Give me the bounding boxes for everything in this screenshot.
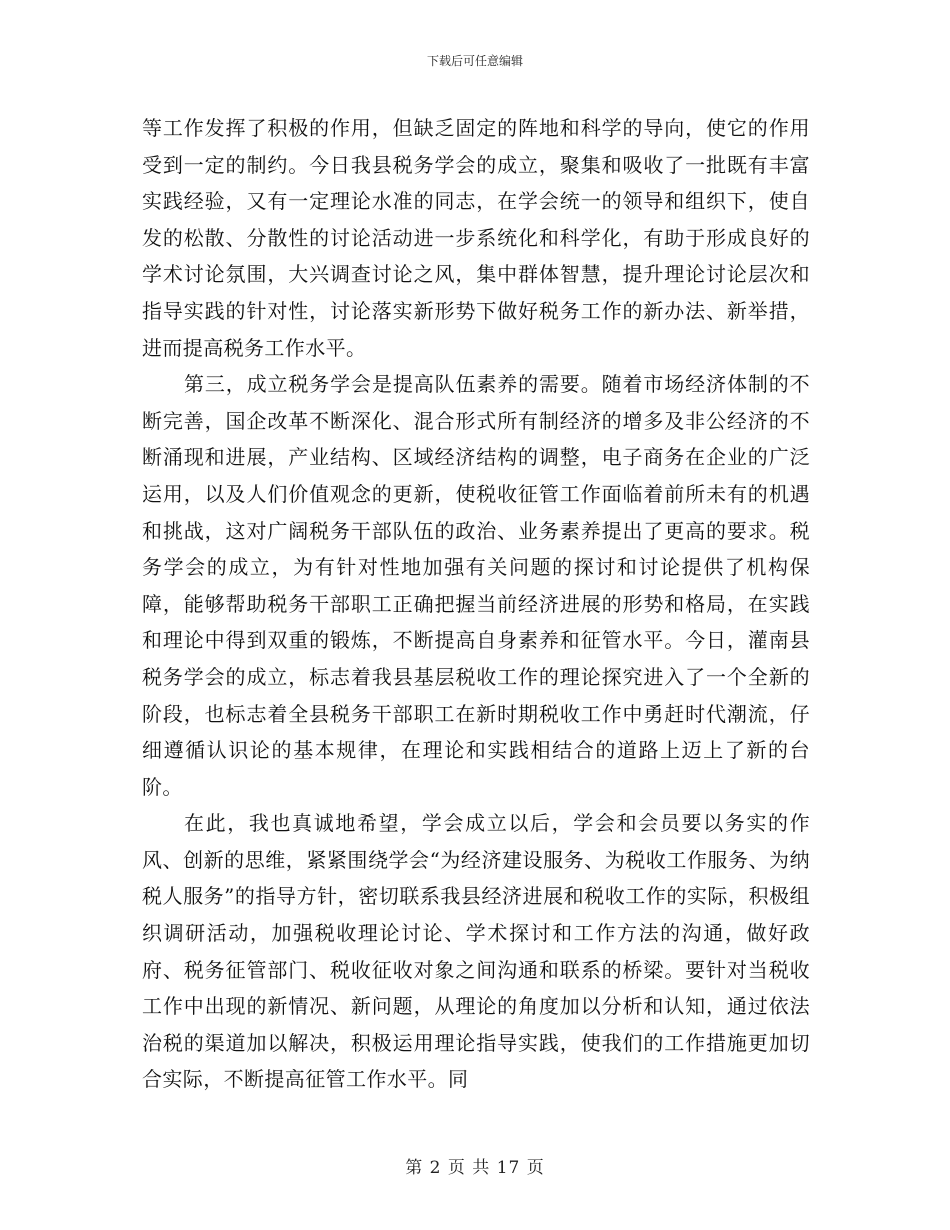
document-body <box>142 110 810 1098</box>
paragraph-hope: 在此，我也真诚地希望，学会成立以后，学会和会员要以务实的作风、创新的思维，紧紧围绕学会“为经济建设服务、为税收工作服务、为纳税人服务”的指导方针，密切联系我县经济进展和税收工作的实际，积极组织调研活动，加强税收理论讨论、学术探讨和工作方法的沟通，做好政府、税务征管部门、税收征收对象之间沟通和联系的桥梁。要针对当税收工作中出现的新情况、新问题，从理论的角度加以分析和认知，通过依法治税的渠道加以解决，积极运用理论指导实践，使我们的工作措施更加切合实际，不断提高征管工作水平。同 <box>142 811 810 1092</box>
page-header: 下载后可任意编辑 <box>426 54 523 68</box>
paragraph-continuation: 等工作发挥了积极的作用，但缺乏固定的阵地和科学的导向，使它的作用受到一定的制约。今日我县税务学会的成立，聚集和吸收了一批既有丰富实践经验，又有一定理论水准的同志，在学会统一的领导和组织下，使自发的松散、分散性的讨论活动进一步系统化和科学化，有助于形成良好的学术讨论氛围，大兴调查讨论之风，集中群体智慧，提升理论讨论层次和指导实践的针对性，讨论落实新形势下做好税务工作的新办法、新举措，进而提高税务工作水平。 <box>142 116 810 360</box>
page-number-footer: 第 2 页 共 17 页 <box>405 1158 545 1178</box>
paragraph-third-point: 第三，成立税务学会是提高队伍素养的需要。随着市场经济体制的不断完善，国企改革不断深化、混合形式所有制经济的增多及非公经济的不断涌现和进展，产业结构、区域经济结构的调整，电子商务在企业的广泛运用，以及人们价值观念的更新，使税收征管工作面临着前所未有的机遇和挑战，这对广阔税务干部队伍的政治、业务素养提出了更高的要求。税务学会的成立，为有针对性地加强有关问题的探讨和讨论提供了机构保障，能够帮助税务干部职工正确把握当前经济进展的形势和格局，在实践和理论中得到双重的锻炼，不断提高自身素养和征管水平。今日，灌南县税务学会的成立，标志着我县基层税收工作的理论探究进入了一个全新的阶段，也标志着全县税务干部职工在新时期税收工作中勇赶时代潮流，仔细遵循认识论的基本规律，在理论和实践相结合的道路上迈上了新的台阶。 <box>142 372 810 799</box>
